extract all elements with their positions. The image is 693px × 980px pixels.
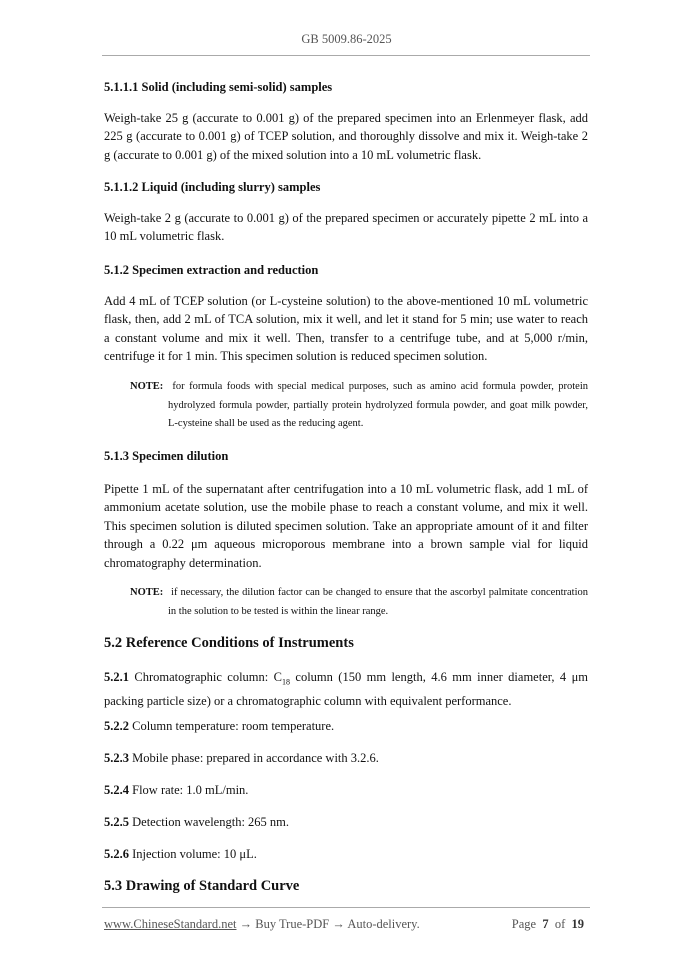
heading-5-1-1-1: 5.1.1.1 Solid (including semi-solid) samples <box>104 80 333 94</box>
total-pages: 19 <box>571 917 584 931</box>
item-text: Chromatographic column: C <box>134 670 282 684</box>
running-header: GB 5009.86-2025 <box>301 32 392 46</box>
heading-5-1-2: 5.1.2 Specimen extraction and reduction <box>104 263 319 277</box>
item-text-cont: column (150 mm length, 4.6 mm inner diameter, 4 μm packing particle size) or a chromatographic column with equivalent performance. <box>104 670 589 708</box>
heading-5-3: 5.3 Drawing of Standard Curve <box>104 878 300 894</box>
paragraph-5-1-1-2: Weigh-take 2 g (accurate to 0.001 g) of the prepared specimen or accurately pipette 2 mL into a 10 mL volumetric flask. <box>104 211 588 244</box>
footer-rule <box>102 907 590 908</box>
note-label: NOTE: <box>130 587 164 598</box>
item-text: Injection volume: 10 μL. <box>132 847 257 861</box>
heading-5-1-3: 5.1.3 Specimen dilution <box>104 449 229 463</box>
website-link[interactable]: www.ChineseStandard.net <box>104 917 237 931</box>
heading-5-1-1-2: 5.1.1.2 Liquid (including slurry) samples <box>104 180 321 194</box>
item-number: 5.2.5 <box>104 815 129 829</box>
item-text: Column temperature: room temperature. <box>132 719 335 733</box>
page-label: Page <box>511 917 537 931</box>
item-number: 5.2.4 <box>104 783 129 797</box>
footer <box>104 917 588 932</box>
item-text: Mobile phase: prepared in accordance with 3.2.6. <box>132 751 379 765</box>
item-5-2-1 <box>104 668 588 710</box>
current-page: 7 <box>542 917 549 931</box>
item-number: 5.2.2 <box>104 719 129 733</box>
arrow-icon: → <box>332 917 345 931</box>
arrow-icon: → <box>239 917 253 931</box>
page-number <box>512 917 584 932</box>
heading-5-2: 5.2 Reference Conditions of Instruments <box>104 635 354 651</box>
paragraph-5-1-2: Add 4 mL of TCEP solution (or L-cysteine solution) to the above-mentioned 10 mL volumetric flask, then, add 2 mL of TCA solution, mix it well, and let it stand for 5 min; use water to reach a constant volume and mix it well. Then, transfer to a centrifuge tube, and at 5,000 r/min, centrifuge it for 1 min. This specimen solution is reduced specimen solution. <box>104 294 588 364</box>
header-rule <box>102 55 590 56</box>
note-text: if necessary, the dilution factor can be changed to ensure that the ascorbyl palmitate concentration in the solution to be tested is within the linear range. <box>168 587 588 617</box>
item-5-2-4 <box>104 781 588 799</box>
note-label: NOTE: <box>130 381 164 392</box>
of-label: of <box>554 917 566 931</box>
subscript: 18 <box>282 677 290 687</box>
item-number: 5.2.6 <box>104 847 129 861</box>
note-text: for formula foods with special medical purposes, such as amino acid formula powder, protein hydrolyzed formula powder, partially protein hydrolyzed formula powder, and goat milk powder, L-cysteine shall be used as the reducing agent. <box>168 381 588 429</box>
item-5-2-5 <box>104 813 588 831</box>
buy-text: Buy True-PDF <box>255 917 330 931</box>
paragraph-5-1-1-1: Weigh-take 25 g (accurate to 0.001 g) of the prepared specimen into an Erlenmeyer flask, add 225 g (accurate to 0.001 g) of TCEP solution, and thoroughly dissolve and mix it. Weigh-take 2 g (accurate to 0.001 g) of the mixed solution into a 10 mL volumetric flask. <box>104 111 588 162</box>
item-number: 5.2.3 <box>104 751 129 765</box>
item-5-2-2 <box>104 717 588 735</box>
item-text: Flow rate: 1.0 mL/min. <box>132 783 249 797</box>
item-number: 5.2.1 <box>104 670 129 684</box>
auto-delivery-text: Auto-delivery. <box>347 917 420 931</box>
note-5-1-3 <box>130 584 588 621</box>
item-5-2-6 <box>104 845 588 863</box>
paragraph-5-1-3: Pipette 1 mL of the supernatant after centrifugation into a 10 mL volumetric flask, add 1 mL of ammonium acetate solution, use the mobile phase to reach a constant volume, and mix it well. This specimen solution is diluted specimen solution. Take an appropriate amount of it and filter through a 0.22 μm aqueous microporous membrane into a brown sample vial for liquid chromatography determination. <box>104 482 588 570</box>
item-text: Detection wavelength: 265 nm. <box>132 815 290 829</box>
item-5-2-3 <box>104 749 588 767</box>
note-5-1-2 <box>130 378 588 434</box>
